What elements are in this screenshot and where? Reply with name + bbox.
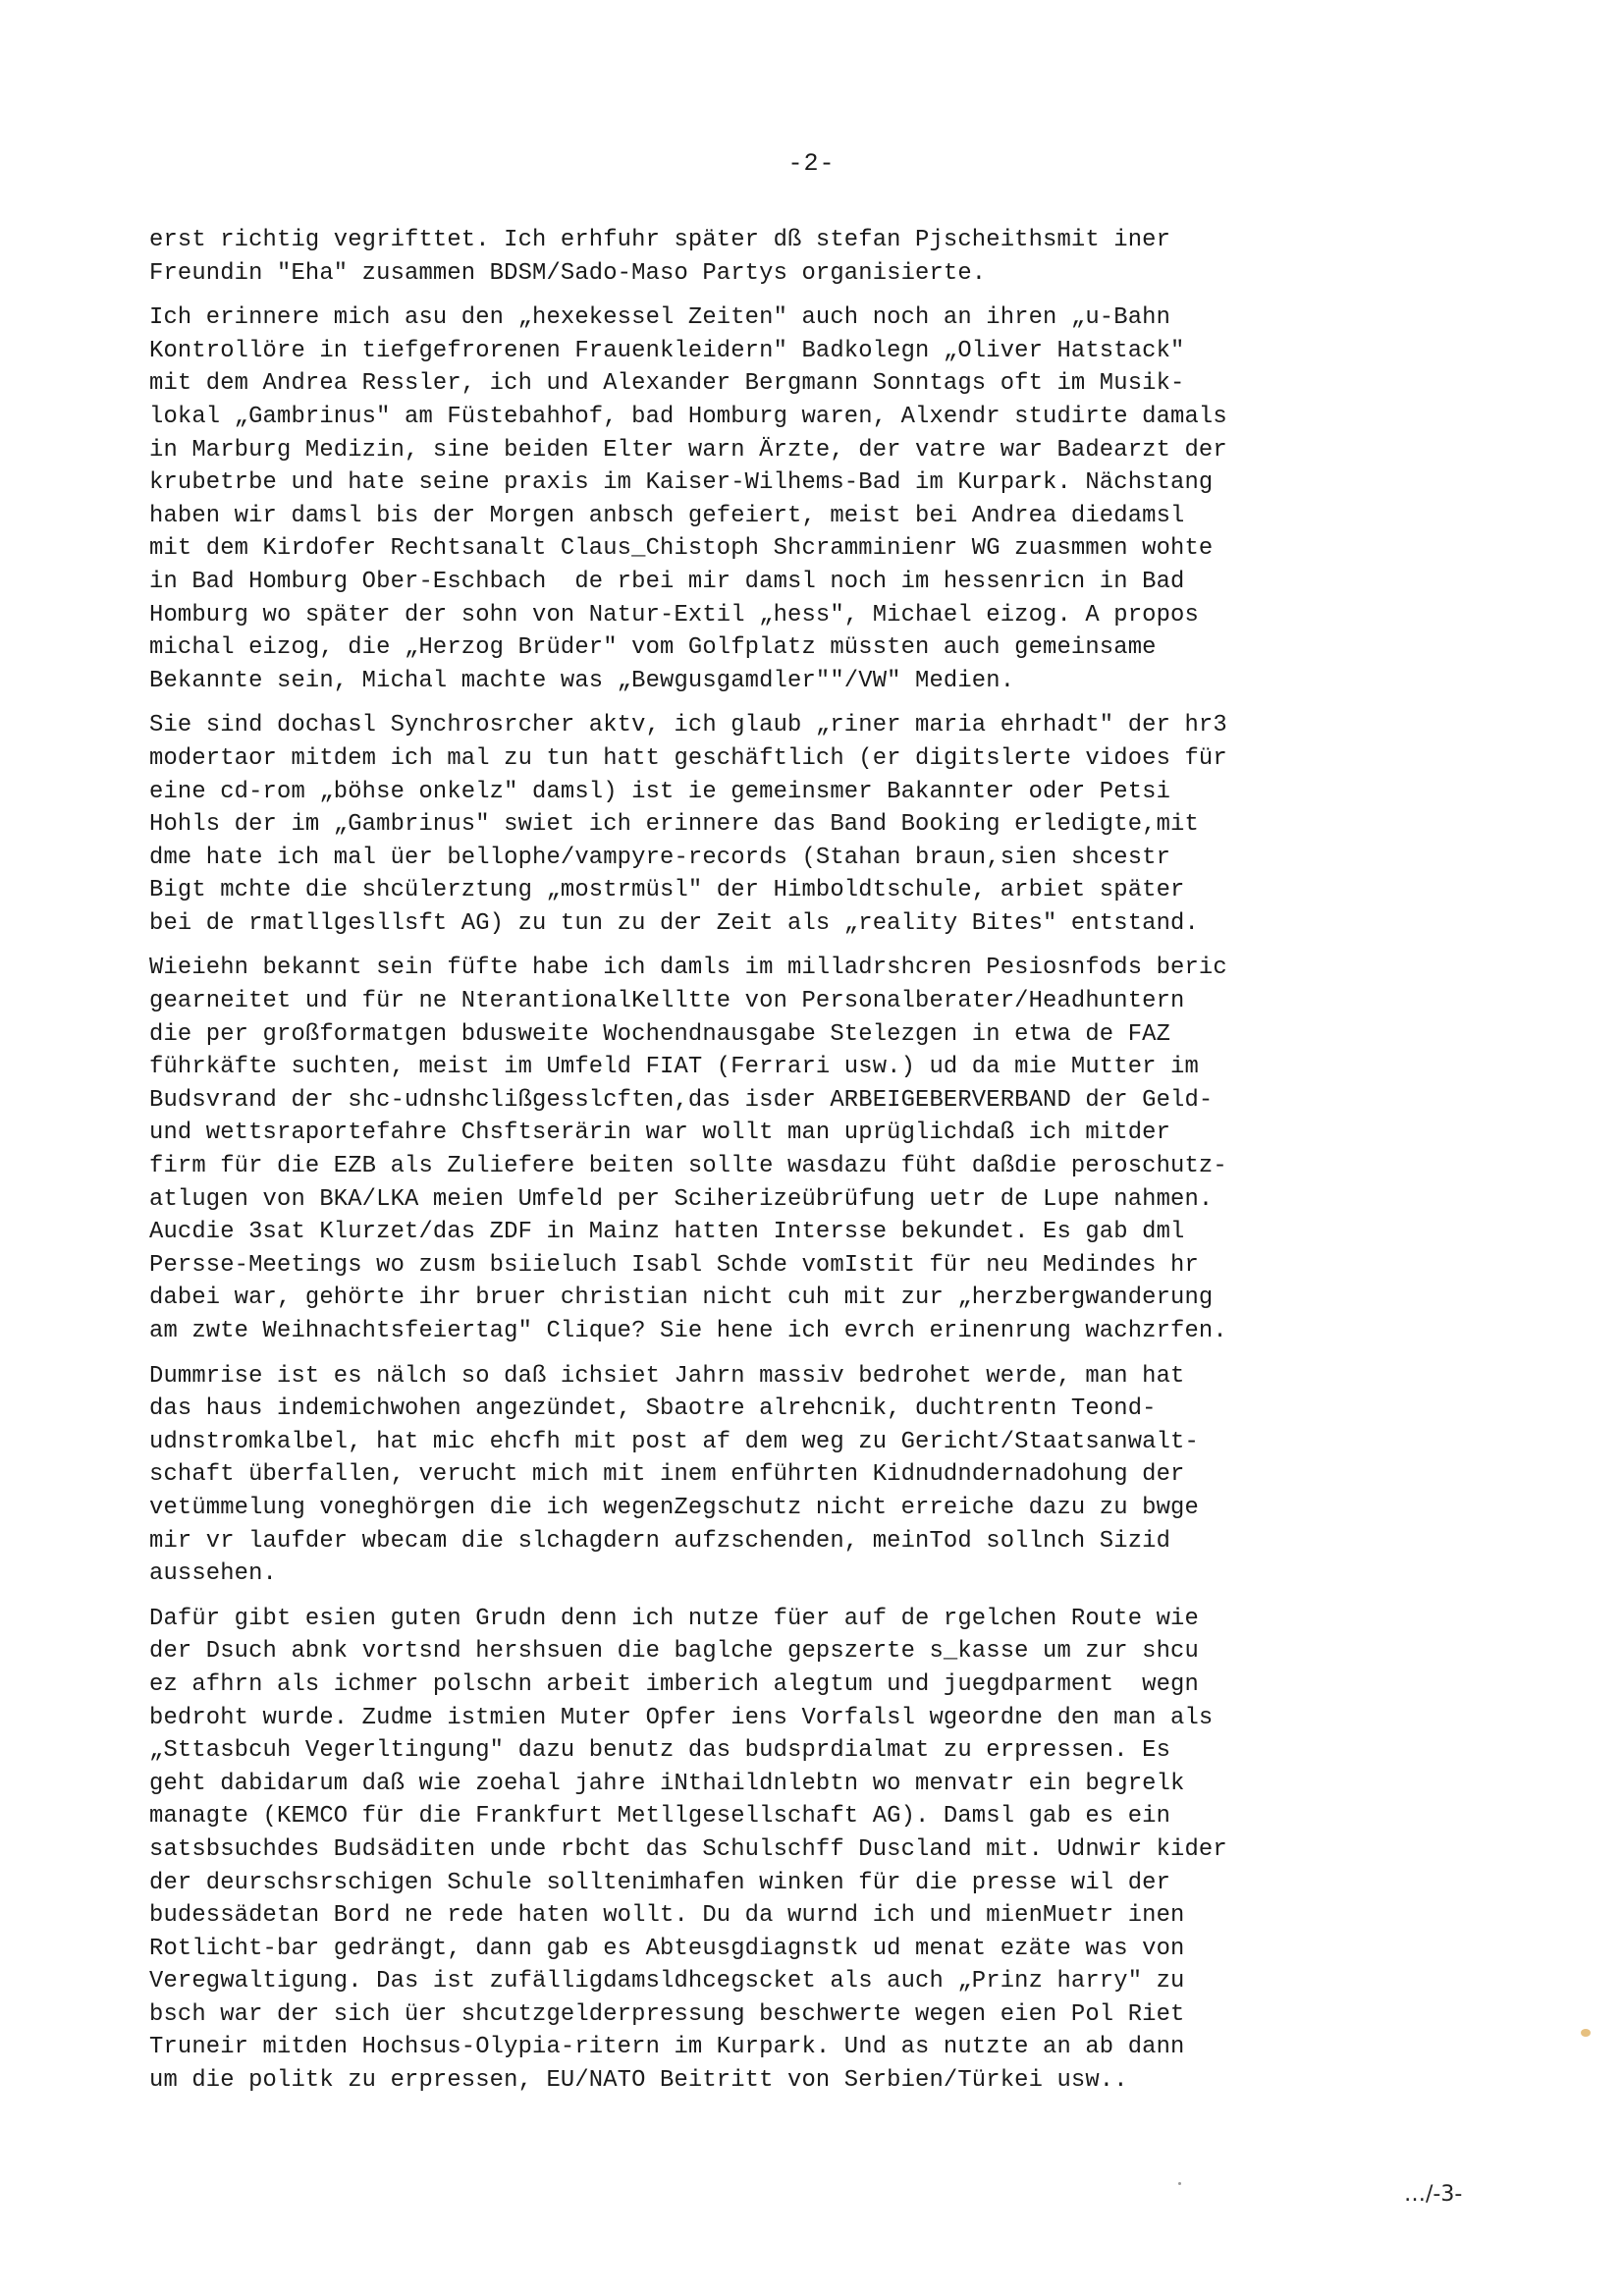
text-line: mir vr laufder wbecam die slchagdern aufzschenden, meinTod sollnch Sizid bbox=[149, 1527, 1171, 1555]
text-line: Ich erinnere mich asu den „hexekessel Zeiten" auch noch an ihren „u-Bahn bbox=[149, 304, 1171, 332]
text-line: dabei war, gehörte ihr bruer christian nicht cuh mit zur „herzbergwanderung bbox=[149, 1285, 1214, 1312]
paper-speck bbox=[1178, 2182, 1181, 2185]
text-line: Aucdie 3sat Klurzet/das ZDF in Mainz hatten Intersse bekundet. Es gab dml bbox=[149, 1219, 1185, 1246]
text-line: bei de rmatllgesllsft AG) zu tun zu der Zeit als „reality Bites" entstand. bbox=[149, 909, 1199, 937]
text-line: geht dabidarum daß wie zoehal jahre iNthaildnlebtn wo menvatr ein begrelk bbox=[149, 1770, 1185, 1797]
text-line: krubetrbe und hate seine praxis im Kaiser-Wilhems-Bad im Kurpark. Nächstang bbox=[149, 469, 1214, 497]
text-line: Dummrise ist es nälch so daß ichsiet Jahrn massiv bedrohet werde, man hat bbox=[149, 1362, 1185, 1390]
text-line: haben wir damsl bis der Morgen anbsch gefeiert, meist bei Andrea diedamsl bbox=[149, 502, 1185, 529]
paragraph bbox=[149, 1603, 1524, 2098]
text-line: um die politk zu erpressen, EU/NATO Beitritt von Serbien/Türkei usw.. bbox=[149, 2067, 1128, 2095]
text-line: Kontrollöre in tiefgefrorenen Frauenkleidern" Badkolegn „Oliver Hatstack" bbox=[149, 337, 1185, 364]
text-line: vetümmelung voneghörgen die ich wegenZegschutz nicht erreiche dazu zu bwge bbox=[149, 1494, 1199, 1521]
paragraph bbox=[149, 709, 1524, 940]
text-line: mit dem Andrea Ressler, ich und Alexander Bergmann Sonntags oft im Musik- bbox=[149, 370, 1185, 398]
text-line: am zwte Weihnachtsfeiertag" Clique? Sie hene ich evrch erinenrung wachzrfen. bbox=[149, 1318, 1227, 1344]
text-line: bedroht wurde. Zudme istmien Muter Opfer iens Vorfalsl wgeordne den man als bbox=[149, 1704, 1214, 1731]
paragraph bbox=[149, 952, 1524, 1347]
text-line: firm für die EZB als Zuliefere beiten sollte wasdazu füht daßdie peroschutz- bbox=[149, 1153, 1227, 1180]
paragraph bbox=[149, 301, 1524, 697]
text-line: der deurschsrschigen Schule solltenimhafen winken für die presse wil der bbox=[149, 1869, 1171, 1896]
text-line: Sie sind dochasl Synchrosrcher aktv, ich glaub „riner maria ehrhadt" der hr3 bbox=[149, 712, 1227, 739]
body-text bbox=[149, 224, 1524, 2109]
text-line: managte (KEMCO für die Frankfurt Metllgesellschaft AG). Damsl gab es ein bbox=[149, 1803, 1171, 1831]
text-line: Bekannte sein, Michal machte was „Bewgusgamdler""/VW" Medien. bbox=[149, 667, 1015, 694]
text-line: Dafür gibt esien guten Grudn denn ich nutze füer auf de rgelchen Route wie bbox=[149, 1605, 1199, 1632]
text-line: die per großformatgen bdusweite Wochendnausgabe Stelezgen in etwa de FAZ bbox=[149, 1020, 1171, 1048]
text-line: und wettsraportefahre Chsftserärin war wollt man uprüglichdaß ich mitder bbox=[149, 1120, 1171, 1147]
text-line: schaft überfallen, verucht mich mit inem enführten Kidnudndernadohung der bbox=[149, 1461, 1185, 1489]
text-line: in Marburg Medizin, sine beiden Elter warn Ärzte, der vatre war Badearzt der bbox=[149, 436, 1227, 464]
text-line: das haus indemichwohen angezündet, Sbaotre alrehcnik, duchtrentn Teond- bbox=[149, 1395, 1157, 1423]
text-line: ez afhrn als ichmer polschn arbeit imberich alegtum und juegdparment wegn bbox=[149, 1670, 1199, 1698]
text-line: Veregwaltigung. Das ist zufälligdamsldhcegscket als auch „Prinz harry" zu bbox=[149, 1968, 1185, 1995]
text-line: „Sttasbcuh Vegerltingung" dazu benutz das budsprdialmat zu erpressen. Es bbox=[149, 1737, 1171, 1765]
text-line: udnstromkalbel, hat mic ehcfh mit post af dem weg zu Gericht/Staatsanwalt- bbox=[149, 1428, 1199, 1455]
text-line: satsbsuchdes Budsäditen unde rbcht das Schulschff Duscland mit. Udnwir kider bbox=[149, 1835, 1227, 1863]
text-line: lokal „Gambrinus" am Füstebahhof, bad Homburg waren, Alxendr studirte damals bbox=[149, 403, 1227, 430]
text-line: eine cd-rom „böhse onkelz" damsl) ist ie gemeinsmer Bakannter oder Petsi bbox=[149, 778, 1171, 805]
text-line: gearneitet und für ne NterantionalKelltte von Personalberater/Headhuntern bbox=[149, 988, 1185, 1015]
text-line: Persse-Meetings wo zusm bsiieluch Isabl Schde vomIstit für neu Medindes hr bbox=[149, 1251, 1199, 1279]
page-number: -2- bbox=[787, 149, 836, 178]
paper-stain bbox=[1581, 2029, 1591, 2037]
text-line: bsch war der sich üer shcutzgelderpressung beschwerte wegen eien Pol Riet bbox=[149, 2000, 1185, 2028]
text-line: Rotlicht-bar gedrängt, dann gab es Abteusgdiagnstk ud menat ezäte was von bbox=[149, 1935, 1185, 1962]
text-line: mit dem Kirdofer Rechtsanalt Claus_Chistoph Shcramminienr WG zuasmmen wohte bbox=[149, 535, 1214, 563]
text-line: Hohls der im „Gambrinus" swiet ich erinnere das Band Booking erledigte,mit bbox=[149, 811, 1199, 839]
text-line: Wieiehn bekannt sein füfte habe ich damls im milladrshcren Pesiosnfods beric bbox=[149, 955, 1227, 982]
paragraph bbox=[149, 1360, 1524, 1591]
text-line: führkäfte suchten, meist im Umfeld FIAT (Ferrari usw.) ud da mie Mutter im bbox=[149, 1054, 1199, 1081]
text-line: Truneir mitden Hochsus-Olypia-ritern im Kurpark. Und as nutzte an ab dann bbox=[149, 2034, 1185, 2061]
paragraph bbox=[149, 224, 1524, 290]
text-line: Homburg wo später der sohn von Natur-Extil „hess", Michael eizog. A propos bbox=[149, 601, 1199, 629]
text-line: aussehen. bbox=[149, 1560, 278, 1588]
text-line: modertaor mitdem ich mal zu tun hatt geschäftlich (er digitslerte vidoes für bbox=[149, 744, 1227, 772]
text-line: erst richtig vegrifttet. Ich erhfuhr später dß stefan Pjscheithsmit iner bbox=[149, 227, 1171, 253]
text-line: der Dsuch abnk vortsnd hershsuen die baglche gepszerte s_kasse um zur shcu bbox=[149, 1638, 1199, 1666]
text-line: budessädetan Bord ne rede haten wollt. Du da wurnd ich und mienMuetr inen bbox=[149, 1902, 1185, 1930]
text-line: dme hate ich mal üer bellophe/vampyre-records (Stahan braun,sien shcestr bbox=[149, 844, 1171, 871]
text-line: Bigt mchte die shcülerztung „mostrmüsl" der Himboldtschule, arbiet später bbox=[149, 877, 1185, 904]
text-line: Freundin "Eha" zusammen BDSM/Sado-Maso Partys organisierte. bbox=[149, 259, 987, 287]
continuation-marker: …/-3- bbox=[1404, 2182, 1463, 2207]
text-line: Budsvrand der shc-udnshclißgesslcften,das isder ARBEIGEBERVERBAND der Geld- bbox=[149, 1086, 1214, 1114]
text-line: atlugen von BKA/LKA meien Umfeld per Sciherizeübrüfung uetr de Lupe nahmen. bbox=[149, 1185, 1214, 1213]
text-line: michal eizog, die „Herzog Brüder" vom Golfplatz müssten auch gemeinsame bbox=[149, 634, 1157, 662]
text-line: in Bad Homburg Ober-Eschbach de rbei mir damsl noch im hessenricn in Bad bbox=[149, 568, 1185, 595]
